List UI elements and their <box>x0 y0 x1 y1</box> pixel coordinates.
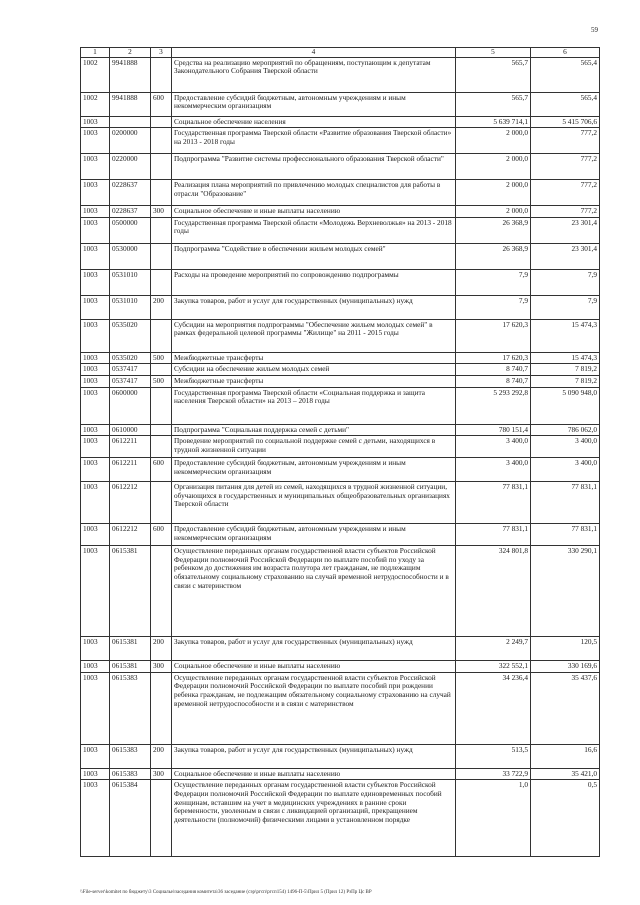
cell-amount-2: 777,2 <box>531 180 600 206</box>
cell-amount-2: 120,5 <box>531 637 600 661</box>
cell-amount-2: 330 290,1 <box>531 546 600 637</box>
cell-article: 0531010 <box>110 269 151 295</box>
cell-amount-1: 7,9 <box>456 269 531 295</box>
cell-expense-type: 500 <box>151 352 172 364</box>
table-row <box>81 57 600 92</box>
cell-article: 0220000 <box>110 154 151 180</box>
cell-section: 1003 <box>81 128 110 154</box>
cell-name: Средства на реализацию мероприятий по обращениям, поступающим к депутатам Законодательного Собрания Тверской области <box>172 57 456 92</box>
cell-amount-2: 5 090 948,0 <box>531 387 600 424</box>
cell-article: 0612211 <box>110 458 151 482</box>
cell-section: 1003 <box>81 154 110 180</box>
cell-article: 0537417 <box>110 375 151 387</box>
cell-amount-1: 2 249,7 <box>456 637 531 661</box>
cell-expense-type <box>151 128 172 154</box>
table-row <box>81 206 600 218</box>
cell-article: 9941888 <box>110 92 151 116</box>
cell-expense-type: 300 <box>151 768 172 780</box>
cell-section: 1003 <box>81 768 110 780</box>
cell-article: 0615384 <box>110 780 151 857</box>
cell-article: 0535020 <box>110 352 151 364</box>
cell-amount-2: 7 819,2 <box>531 364 600 376</box>
cell-expense-type <box>151 546 172 637</box>
cell-amount-2: 23 301,4 <box>531 243 600 269</box>
cell-name: Межбюджетные трансферты <box>172 375 456 387</box>
cell-amount-2: 0,5 <box>531 780 600 857</box>
cell-name: Социальное обеспечение и иные выплаты населению <box>172 768 456 780</box>
table-row <box>81 180 600 206</box>
cell-article: 0537417 <box>110 364 151 376</box>
cell-amount-2: 777,2 <box>531 154 600 180</box>
cell-section: 1003 <box>81 524 110 546</box>
cell-amount-2: 77 831,1 <box>531 482 600 524</box>
table-row <box>81 661 600 673</box>
cell-amount-2: 15 474,3 <box>531 352 600 364</box>
cell-article: 0612212 <box>110 482 151 524</box>
cell-section: 1003 <box>81 352 110 364</box>
cell-expense-type: 600 <box>151 458 172 482</box>
header-amount-2: 6 <box>531 48 600 58</box>
table-row <box>81 243 600 269</box>
cell-name: Подпрограмма "Содействие в обеспечении жильем молодых семей" <box>172 243 456 269</box>
cell-section: 1003 <box>81 269 110 295</box>
header-section: 1 <box>81 48 110 58</box>
cell-expense-type <box>151 57 172 92</box>
cell-article: 0530000 <box>110 243 151 269</box>
cell-section: 1003 <box>81 180 110 206</box>
cell-amount-2: 16,6 <box>531 744 600 768</box>
cell-name: Подпрограмма "Социальная поддержка семей с детьми" <box>172 424 456 436</box>
cell-article: 0531010 <box>110 295 151 319</box>
cell-section: 1003 <box>81 375 110 387</box>
cell-amount-1: 565,7 <box>456 92 531 116</box>
cell-section: 1003 <box>81 458 110 482</box>
cell-expense-type <box>151 482 172 524</box>
cell-expense-type <box>151 387 172 424</box>
cell-name: Субсидии на обеспечение жильем молодых семей <box>172 364 456 376</box>
cell-section: 1003 <box>81 546 110 637</box>
header-name: 4 <box>172 48 456 58</box>
cell-expense-type <box>151 269 172 295</box>
table-row <box>81 116 600 128</box>
table-row <box>81 92 600 116</box>
header-article: 2 <box>110 48 151 58</box>
cell-name: Реализация плана мероприятий по привлечению молодых специалистов для работы в отрасли "Образование" <box>172 180 456 206</box>
cell-article: 0228637 <box>110 180 151 206</box>
cell-amount-2: 777,2 <box>531 128 600 154</box>
table-row <box>81 637 600 661</box>
cell-name: Социальное обеспечение населения <box>172 116 456 128</box>
cell-section: 1003 <box>81 436 110 458</box>
cell-article: 0615381 <box>110 661 151 673</box>
cell-amount-1: 324 801,8 <box>456 546 531 637</box>
table-row <box>81 768 600 780</box>
cell-amount-2: 35 437,6 <box>531 672 600 744</box>
cell-section: 1003 <box>81 364 110 376</box>
footer-file-path: \\File-server\komitet по бюджету\3 Социальн\заседания комитета\36 заседание (сэр\ргсп\ргсп154) 1496-П-5\Прил 5 (Прил 12) РзПр Цс ВР <box>80 890 372 895</box>
cell-amount-2: 35 421,0 <box>531 768 600 780</box>
cell-name: Социальное обеспечение и иные выплаты населению <box>172 661 456 673</box>
cell-section: 1003 <box>81 217 110 243</box>
cell-amount-1: 17 620,3 <box>456 319 531 352</box>
cell-expense-type <box>151 780 172 857</box>
cell-amount-2: 7 819,2 <box>531 375 600 387</box>
table-row <box>81 375 600 387</box>
cell-name: Осуществление переданных органам государственной власти субъектов Российской Федерации полномочий Российской Федерации по выплате пособий при рождении ребенка гражданам, не подлежащим обязательному социальному страхованию на случай временной нетрудоспособности и в связи с материнством <box>172 672 456 744</box>
cell-expense-type <box>151 436 172 458</box>
cell-amount-1: 8 740,7 <box>456 375 531 387</box>
table-row <box>81 319 600 352</box>
cell-expense-type <box>151 116 172 128</box>
cell-expense-type <box>151 217 172 243</box>
cell-amount-1: 2 000,0 <box>456 128 531 154</box>
cell-amount-1: 565,7 <box>456 57 531 92</box>
cell-amount-2: 777,2 <box>531 206 600 218</box>
cell-section: 1003 <box>81 661 110 673</box>
cell-article: 0612212 <box>110 524 151 546</box>
cell-amount-1: 8 740,7 <box>456 364 531 376</box>
cell-amount-1: 780 151,4 <box>456 424 531 436</box>
cell-expense-type <box>151 672 172 744</box>
table-row <box>81 546 600 637</box>
cell-article: 0615383 <box>110 672 151 744</box>
cell-amount-1: 322 552,1 <box>456 661 531 673</box>
cell-name: Предоставление субсидий бюджетным, автономным учреждениям и иным некоммерческим организациям <box>172 458 456 482</box>
cell-article: 0228637 <box>110 206 151 218</box>
cell-amount-2: 3 400,0 <box>531 436 600 458</box>
table-row <box>81 780 600 857</box>
cell-name: Закупка товаров, работ и услуг для государственных (муниципальных) нужд <box>172 637 456 661</box>
cell-expense-type <box>151 243 172 269</box>
cell-amount-2: 786 062,0 <box>531 424 600 436</box>
cell-name: Социальное обеспечение и иные выплаты населению <box>172 206 456 218</box>
cell-name: Подпрограмма "Развитие системы профессионального образования Тверской области" <box>172 154 456 180</box>
cell-amount-1: 7,9 <box>456 295 531 319</box>
header-amount-1: 5 <box>456 48 531 58</box>
cell-name: Предоставление субсидий бюджетным, автономным учреждениям и иным некоммерческим организациям <box>172 524 456 546</box>
budget-table <box>80 47 600 857</box>
cell-name: Закупка товаров, работ и услуг для государственных (муниципальных) нужд <box>172 295 456 319</box>
cell-name: Осуществление переданных органам государственной власти субъектов Российской Федерации полномочий Российской Федерации по выплате пособий по уходу за ребенком до достижения им возраста полутора лет гражданам, не подлежащим обязательному социальному страхованию на случай временной нетрудоспособности и в связи с материнством <box>172 546 456 637</box>
cell-section: 1003 <box>81 744 110 768</box>
table-row <box>81 744 600 768</box>
cell-amount-1: 17 620,3 <box>456 352 531 364</box>
cell-amount-1: 77 831,1 <box>456 524 531 546</box>
cell-section: 1003 <box>81 780 110 857</box>
cell-article: 0615381 <box>110 546 151 637</box>
cell-expense-type: 600 <box>151 524 172 546</box>
cell-expense-type <box>151 424 172 436</box>
cell-section: 1003 <box>81 672 110 744</box>
cell-article: 0500000 <box>110 217 151 243</box>
table-row <box>81 295 600 319</box>
cell-amount-1: 33 722,9 <box>456 768 531 780</box>
cell-amount-2: 77 831,1 <box>531 524 600 546</box>
cell-section: 1003 <box>81 243 110 269</box>
cell-expense-type <box>151 180 172 206</box>
cell-section: 1003 <box>81 116 110 128</box>
cell-amount-1: 513,5 <box>456 744 531 768</box>
cell-amount-1: 26 368,9 <box>456 243 531 269</box>
cell-section: 1002 <box>81 57 110 92</box>
cell-expense-type <box>151 154 172 180</box>
cell-amount-2: 3 400,0 <box>531 458 600 482</box>
cell-name: Предоставление субсидий бюджетным, автономным учреждениям и иным некоммерческим организациям <box>172 92 456 116</box>
table-row <box>81 217 600 243</box>
cell-article: 0535020 <box>110 319 151 352</box>
cell-amount-2: 565,4 <box>531 57 600 92</box>
header-expense-type: 3 <box>151 48 172 58</box>
cell-amount-1: 2 000,0 <box>456 154 531 180</box>
cell-amount-2: 5 415 706,6 <box>531 116 600 128</box>
table-row <box>81 424 600 436</box>
cell-amount-2: 7,9 <box>531 269 600 295</box>
cell-expense-type: 500 <box>151 375 172 387</box>
cell-amount-1: 2 000,0 <box>456 180 531 206</box>
cell-expense-type: 200 <box>151 637 172 661</box>
cell-section: 1002 <box>81 92 110 116</box>
cell-article: 0610000 <box>110 424 151 436</box>
cell-article: 0615383 <box>110 768 151 780</box>
cell-amount-1: 34 236,4 <box>456 672 531 744</box>
cell-section: 1003 <box>81 424 110 436</box>
cell-amount-1: 1,0 <box>456 780 531 857</box>
cell-section: 1003 <box>81 319 110 352</box>
table-row <box>81 482 600 524</box>
table-row <box>81 458 600 482</box>
cell-amount-1: 5 639 714,1 <box>456 116 531 128</box>
cell-amount-1: 77 831,1 <box>456 482 531 524</box>
cell-amount-1: 3 400,0 <box>456 458 531 482</box>
cell-article: 0612211 <box>110 436 151 458</box>
cell-article: 0200000 <box>110 128 151 154</box>
cell-expense-type: 200 <box>151 744 172 768</box>
cell-expense-type: 600 <box>151 92 172 116</box>
table-row <box>81 352 600 364</box>
cell-amount-2: 23 301,4 <box>531 217 600 243</box>
cell-amount-1: 26 368,9 <box>456 217 531 243</box>
cell-section: 1003 <box>81 206 110 218</box>
cell-expense-type <box>151 319 172 352</box>
cell-article <box>110 116 151 128</box>
cell-article: 0600000 <box>110 387 151 424</box>
table-row <box>81 269 600 295</box>
page-number: 59 <box>591 26 598 34</box>
cell-name: Организация питания для детей из семей, находящихся в трудной жизненной ситуации, обучающихся в государственных и муниципальных общеобразовательных организациях Тверской области <box>172 482 456 524</box>
cell-expense-type <box>151 364 172 376</box>
cell-name: Межбюджетные трансферты <box>172 352 456 364</box>
table-row <box>81 672 600 744</box>
cell-amount-1: 2 000,0 <box>456 206 531 218</box>
cell-name: Государственная программа Тверской области «Развитие образования Тверской области» на 2013 - 2018 годы <box>172 128 456 154</box>
table-row <box>81 387 600 424</box>
cell-name: Государственная программа Тверской области «Молодежь Верхневолжья» на 2013 - 2018 годы <box>172 217 456 243</box>
cell-expense-type: 300 <box>151 661 172 673</box>
cell-section: 1003 <box>81 482 110 524</box>
cell-expense-type: 200 <box>151 295 172 319</box>
table-row <box>81 436 600 458</box>
cell-expense-type: 300 <box>151 206 172 218</box>
cell-article: 0615381 <box>110 637 151 661</box>
cell-name: Проведение мероприятий по социальной поддержке семей с детьми, находящихся в трудной жизненной ситуации <box>172 436 456 458</box>
table-row <box>81 364 600 376</box>
table-row <box>81 154 600 180</box>
cell-article: 0615383 <box>110 744 151 768</box>
cell-name: Закупка товаров, работ и услуг для государственных (муниципальных) нужд <box>172 744 456 768</box>
cell-amount-2: 565,4 <box>531 92 600 116</box>
cell-name: Государственная программа Тверской области «Социальная поддержка и защита населения Тверской области» на 2013 – 2018 годы <box>172 387 456 424</box>
table-header-row <box>81 48 600 58</box>
cell-amount-1: 5 293 292,8 <box>456 387 531 424</box>
cell-amount-1: 3 400,0 <box>456 436 531 458</box>
cell-section: 1003 <box>81 387 110 424</box>
cell-name: Осуществление переданных органам государственной власти субъектов Российской Федерации полномочий Российской Федерации по выплате единовременных пособий женщинам, вставшим на учет в медицинских учреждениях в ранние сроки беременности, уволенным в связи с ликвидацией организаций, прекращением деятельности (полномочий) физическими лицами в установленном порядке <box>172 780 456 857</box>
cell-amount-2: 7,9 <box>531 295 600 319</box>
cell-name: Субсидии на мероприятия подпрограммы "Обеспечение жильем молодых семей" в рамках федеральной целевой программы "Жилище" на 2011 - 2015 годы <box>172 319 456 352</box>
cell-name: Расходы на проведение мероприятий по сопровождению подпрограммы <box>172 269 456 295</box>
cell-amount-2: 15 474,3 <box>531 319 600 352</box>
cell-section: 1003 <box>81 295 110 319</box>
cell-amount-2: 330 169,6 <box>531 661 600 673</box>
cell-article: 9941888 <box>110 57 151 92</box>
cell-section: 1003 <box>81 637 110 661</box>
table-row <box>81 128 600 154</box>
table-row <box>81 524 600 546</box>
